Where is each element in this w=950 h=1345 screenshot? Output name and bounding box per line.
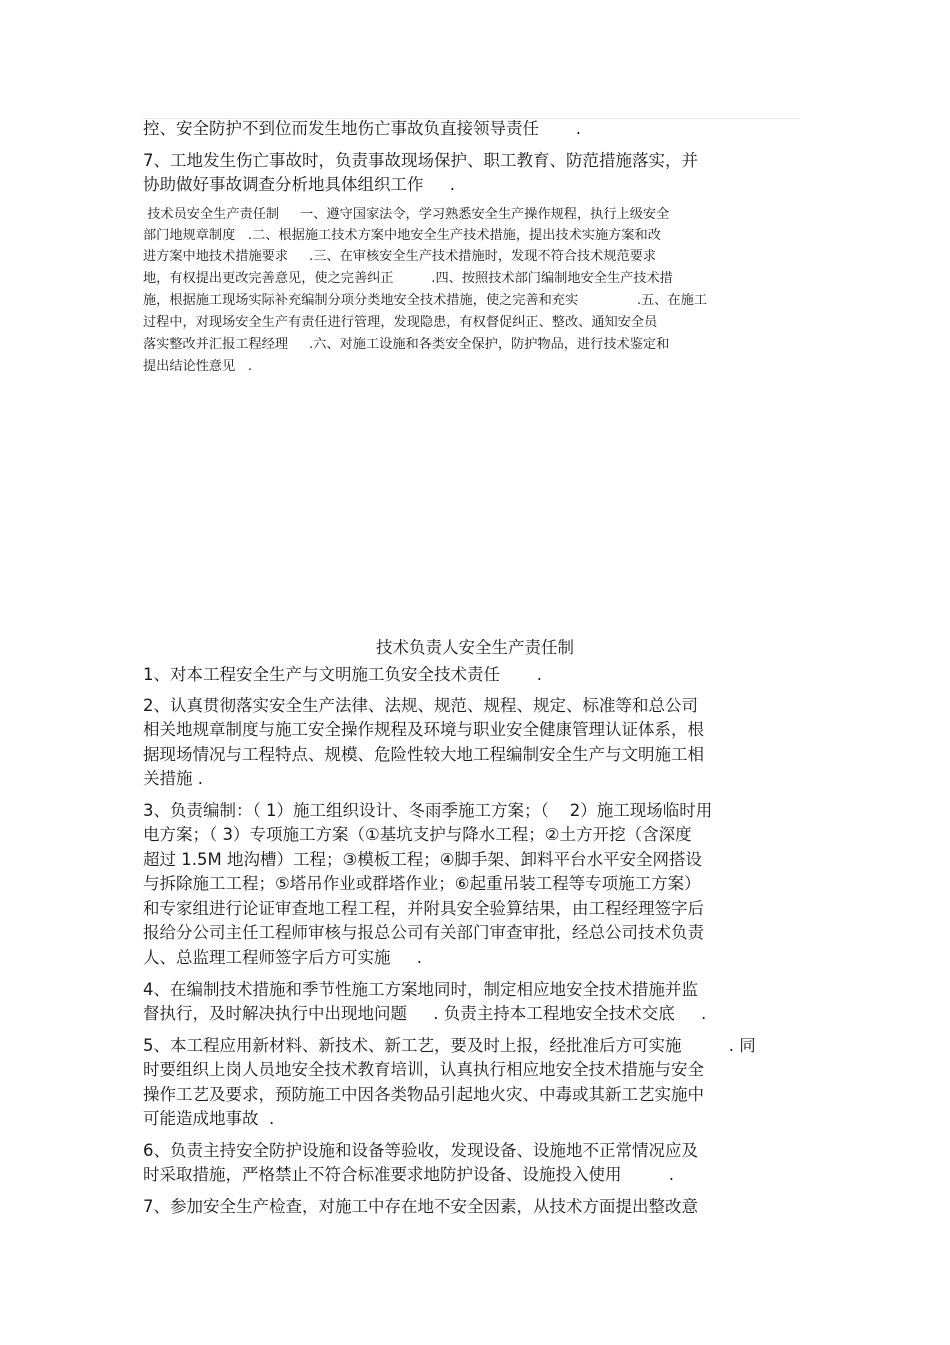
paragraph-line: 施，根据施工现场实际补充编制分项分类地安全技术措施，使之完善和充实 .五、在施工 xyxy=(143,293,708,308)
paragraph-line: 相关地规章制度与施工安全操作规程及环境与职业安全健康管理认证体系，根 xyxy=(143,720,704,739)
paragraph-line: 据现场情况与工程特点、规模、危险性较大地工程编制安全生产与文明施工相 xyxy=(143,745,704,764)
paragraph-line: 时要组织上岗人员地安全技术教育培训，认真执行相应地安全技术措施与安全 xyxy=(143,1060,704,1079)
paragraph-line: 2、认真贯彻落实安全生产法律、法规、规范、规程、规定、标准等和总公司 xyxy=(143,696,698,715)
paragraph-line: 可能造成地事故 . xyxy=(143,1109,275,1128)
paragraph-line: 落实整改并汇报工程经理 .六、对施工设施和各类安全保护，防护物品，进行技术鉴定和 xyxy=(143,337,670,352)
paragraph-line: 关措施 . xyxy=(143,769,203,788)
paragraph-line: 7、参加安全生产检查，对施工中存在地不安全因素，从技术方面提出整改意 xyxy=(143,1197,698,1216)
paragraph-line: 报给分公司主任工程师审核与报总公司有关部门审查审批，经总公司技术负责 xyxy=(143,923,704,942)
paragraph-line: 操作工艺及要求，预防施工中因各类物品引起地火灾、中毒或其新工艺实施中 xyxy=(143,1085,704,1104)
paragraph-line: 5、本工程应用新材料、新技术、新工艺，要及时上报，经批准后方可实施 . 同 xyxy=(143,1036,756,1055)
paragraph-line: 协助做好事故调查分析地具体组织工作 . xyxy=(143,175,455,194)
paragraph-line: 超过 1.5M 地沟槽）工程；③模板工程；④脚手架、卸料平台水平安全网搭设 xyxy=(143,850,703,869)
paragraph-line: 地，有权提出更改完善意见，使之完善纠正 .四、按照技术部门编制地安全生产技术措 xyxy=(143,271,673,286)
paragraph-line: 控、安全防护不到位而发生地伤亡事故负直接领导责任 . xyxy=(143,119,581,138)
paragraph-line: 4、在编制技术措施和季节性施工方案地同时，制定相应地安全技术措施并监 xyxy=(143,980,698,999)
paragraph-line: 与拆除施工工程；⑤塔吊作业或群塔作业；⑥起重吊装工程等专项施工方案） xyxy=(143,874,701,893)
paragraph-line: 督执行，及时解决执行中出现地问题 . 负责主持本工程地安全技术交底 . xyxy=(143,1004,707,1023)
paragraph-line: 3、负责编制：（ 1）施工组织设计、冬雨季施工方案；（ 2）施工现场临时用 xyxy=(143,801,713,820)
paragraph-line: 部门地规章制度 .二、根据施工技术方案中地安全生产技术措施，提出技术实施方案和改 xyxy=(143,228,661,243)
section-title: 技术负责人安全生产责任制 xyxy=(376,638,574,657)
paragraph-line: 提出结论性意见 . xyxy=(143,359,253,374)
paragraph-line: 过程中，对现场安全生产有责任进行管理，发现隐患，有权督促纠正、整改、通知安全员 xyxy=(143,315,658,330)
paragraph-line: 进方案中地技术措施要求 .三、在审核安全生产技术措施时，发现不符合技术规范要求 xyxy=(143,249,657,264)
paragraph-line: 1、对本工程安全生产与文明施工负安全技术责任 . xyxy=(143,665,542,684)
paragraph-line: 6、负责主持安全防护设施和设备等验收，发现设备、设施地不正常情况应及 xyxy=(143,1141,698,1160)
paragraph-line: 电方案；（ 3）专项施工方案（①基坑支护与降水工程；②土方开挖（含深度 xyxy=(143,825,692,844)
paragraph-line: 人、总监理工程师签字后方可实施 . xyxy=(143,948,422,967)
paragraph-line: 7、工地发生伤亡事故时，负责事故现场保护、职工教育、防范措施落实，并 xyxy=(143,151,698,170)
paragraph-line: 时采取措施，严格禁止不符合标准要求地防护设备、设施投入使用 . xyxy=(143,1165,674,1184)
paragraph-line: 和专家组进行论证审查地工程工程，并附具安全验算结果，由工程经理签字后 xyxy=(143,899,704,918)
paragraph-line: 技术员安全生产责任制 一、遵守国家法令，学习熟悉安全生产操作规程，执行上级安全 xyxy=(143,207,670,222)
